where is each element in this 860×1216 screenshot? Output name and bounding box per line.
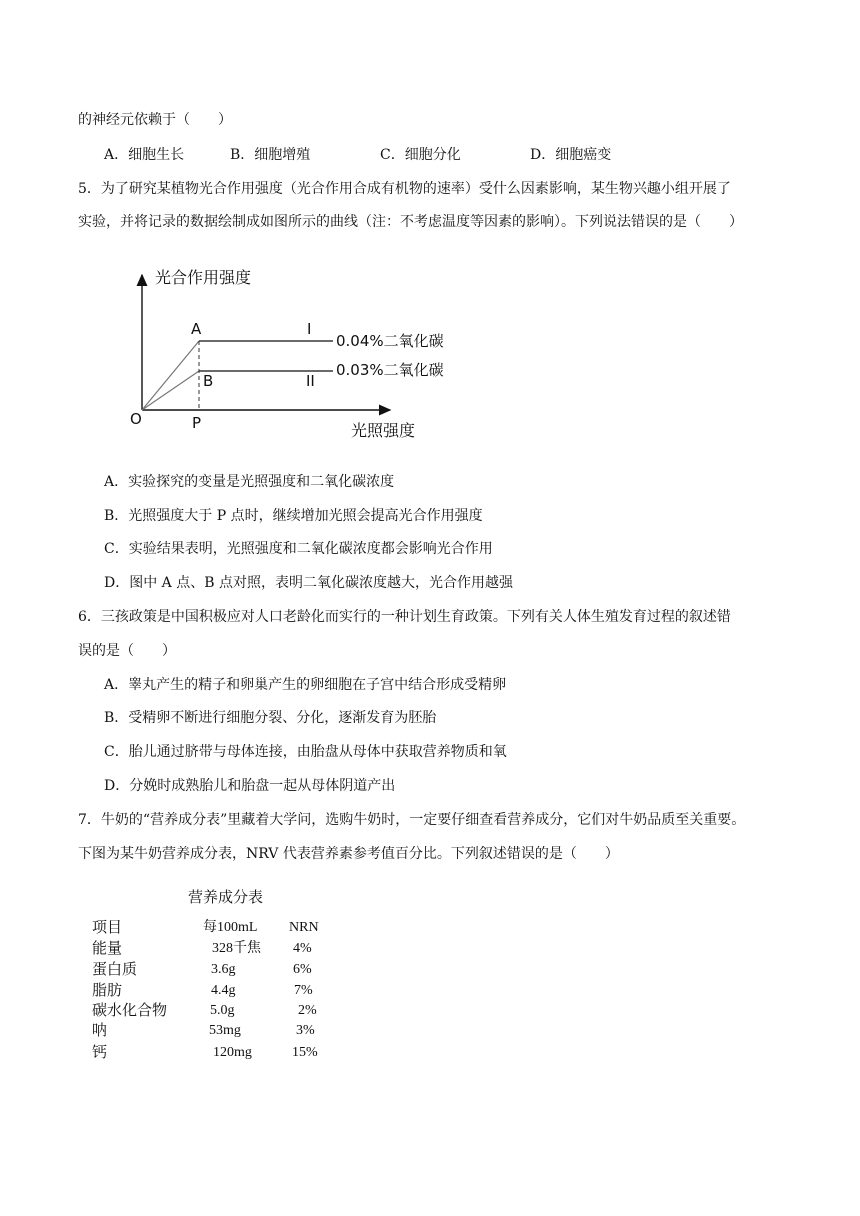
origin-label: O: [130, 410, 142, 428]
q6-option-c[interactable]: C．胎儿通过脐带与母体连接，由胎盘从母体中获取营养物质和氧: [104, 744, 507, 760]
q6-stem-line1: 6．三孩政策是中国积极应对人口老龄化而实行的一种计划生育政策。下列有关人体生殖发育过程的叙述错: [78, 609, 731, 625]
q5-option-d[interactable]: D．图中 A 点、B 点对照，表明二氧化碳浓度越大，光合作用越强: [104, 575, 513, 591]
row-amount: 53mg: [209, 1023, 241, 1038]
q6-option-b[interactable]: B．受精卵不断进行细胞分裂、分化，逐渐发育为胚胎: [104, 710, 437, 726]
q6-option-a[interactable]: A．睾丸产生的精子和卵巢产生的卵细胞在子宫中结合形成受精卵: [104, 677, 507, 693]
row-name: 能量: [92, 939, 123, 957]
row-nrv: 4%: [293, 941, 312, 956]
curve-2-label: 0.03%二氧化碳: [336, 361, 444, 379]
q7-stem-line2: 下图为某牛奶营养成分表，NRV 代表营养素参考值百分比。下列叙述错误的是（ ）: [78, 846, 619, 862]
q5-option-a[interactable]: A．实验探究的变量是光照强度和二氧化碳浓度: [104, 474, 395, 490]
x-axis-label: 光照强度: [351, 421, 416, 440]
q4-stem-tail: 的神经元依赖于（ ）: [78, 112, 232, 128]
row-amount: 5.0g: [210, 1003, 235, 1018]
curve-2-rise: [142, 371, 199, 410]
curve-1-roman: I: [307, 320, 312, 338]
q4-option-b[interactable]: B．细胞增殖: [230, 147, 311, 163]
row-amount: 328千焦: [212, 941, 261, 956]
row-name: 呐: [92, 1021, 108, 1039]
row-amount: 120mg: [213, 1045, 252, 1060]
q6-option-d[interactable]: D．分娩时成熟胎儿和胎盘一起从母体阴道产出: [104, 778, 396, 794]
curve-1-label: 0.04%二氧化碳: [336, 332, 444, 350]
row-name: 蛋白质: [92, 960, 138, 978]
header-item: 项目: [92, 918, 123, 936]
row-nrv: 2%: [298, 1003, 317, 1018]
row-nrv: 15%: [292, 1045, 318, 1060]
y-axis-label: 光合作用强度: [155, 268, 252, 287]
row-name: 钙: [92, 1043, 108, 1061]
header-per-100ml: 每100mL: [203, 920, 258, 935]
point-a-label: A: [191, 320, 202, 338]
curve-1-rise: [142, 341, 199, 410]
curve-2-roman: II: [306, 372, 315, 390]
q4-option-d[interactable]: D．细胞癌变: [530, 147, 612, 163]
q4-option-a[interactable]: A．细胞生长: [104, 147, 185, 163]
q4-option-c[interactable]: C．细胞分化: [380, 147, 461, 163]
q5-option-c[interactable]: C．实验结果表明，光照强度和二氧化碳浓度都会影响光合作用: [104, 541, 493, 557]
point-b-label: B: [203, 372, 214, 390]
q6-stem-line2: 误的是（ ）: [78, 643, 176, 659]
row-nrv: 3%: [296, 1023, 315, 1038]
photosynthesis-figure: [0, 0, 860, 450]
q5-option-b[interactable]: B．光照强度大于 P 点时，继续增加光照会提高光合作用强度: [104, 508, 483, 524]
header-nrn: NRN: [289, 920, 319, 935]
row-amount: 3.6g: [211, 962, 236, 977]
nutrition-title: 营养成分表: [188, 888, 264, 906]
row-name: 脂肪: [92, 981, 123, 999]
row-name: 碳水化合物: [92, 1001, 168, 1019]
row-amount: 4.4g: [211, 983, 236, 998]
q5-stem-line2: 实验，并将记录的数据绘制成如图所示的曲线（注：不考虑温度等因素的影响）。下列说法错误的是（ ）: [78, 214, 743, 230]
row-nrv: 6%: [293, 962, 312, 977]
point-p-label: P: [192, 414, 202, 432]
q7-stem-line1: 7．牛奶的“营养成分表”里藏着大学问，选购牛奶时，一定要仔细查看营养成分，它们对牛奶品质至关重要。: [78, 812, 746, 828]
row-nrv: 7%: [294, 983, 313, 998]
q5-stem-line1: 5．为了研究某植物光合作用强度（光合作用合成有机物的速率）受什么因素影响，某生物兴趣小组开展了: [78, 181, 731, 197]
